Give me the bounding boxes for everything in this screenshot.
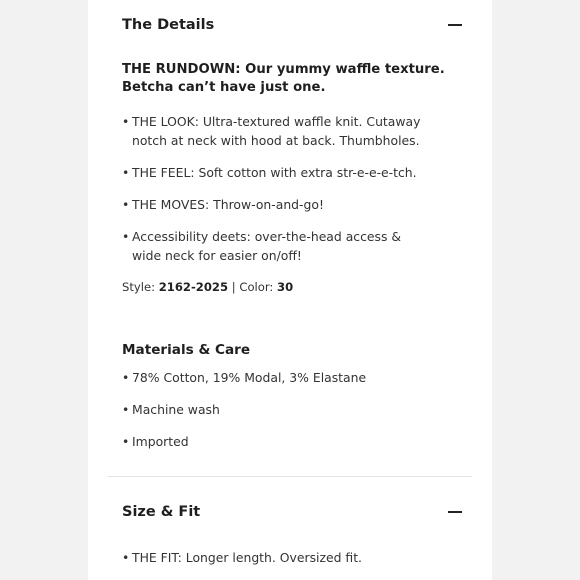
size-fit-accordion-header[interactable] <box>122 504 462 520</box>
section-divider <box>108 476 472 477</box>
style-label: Style: <box>122 280 156 294</box>
rundown-text: THE RUNDOWN: Our yummy waffle texture. Betcha can’t have just one. <box>122 62 445 95</box>
details-accordion-header[interactable] <box>122 17 462 33</box>
color-value: 30 <box>277 280 294 294</box>
color-label: Color: <box>239 280 274 294</box>
list-item: • Imported <box>122 432 462 451</box>
separator: | <box>231 280 236 294</box>
size-fit-title: Size & Fit <box>122 504 201 520</box>
minus-icon[interactable] <box>448 24 462 26</box>
style-value: 2162-2025 <box>158 280 229 294</box>
size-fit-list <box>122 548 462 567</box>
list-item: • THE FEEL: Soft cotton with extra str-e-e-e-tch. <box>122 163 422 182</box>
list-item: • Accessibility deets: over-the-head access & wide neck for easier on/off! <box>122 227 422 265</box>
product-details-panel <box>88 0 492 580</box>
list-item: • THE FIT: Longer length. Oversized fit. <box>122 548 462 567</box>
list-item: • THE LOOK: Ultra-textured waffle knit. Cutaway notch at neck with hood at back. Thumbholes. <box>122 112 422 150</box>
details-list <box>122 112 422 265</box>
list-item: • THE MOVES: Throw-on-and-go! <box>122 195 422 214</box>
materials-list <box>122 368 462 451</box>
list-item: • 78% Cotton, 19% Modal, 3% Elastane <box>122 368 462 387</box>
minus-icon[interactable] <box>448 511 462 513</box>
style-color-line <box>122 280 462 294</box>
materials-title: Materials & Care <box>122 342 251 358</box>
details-title: The Details <box>122 17 215 33</box>
list-item: • Machine wash <box>122 400 462 419</box>
